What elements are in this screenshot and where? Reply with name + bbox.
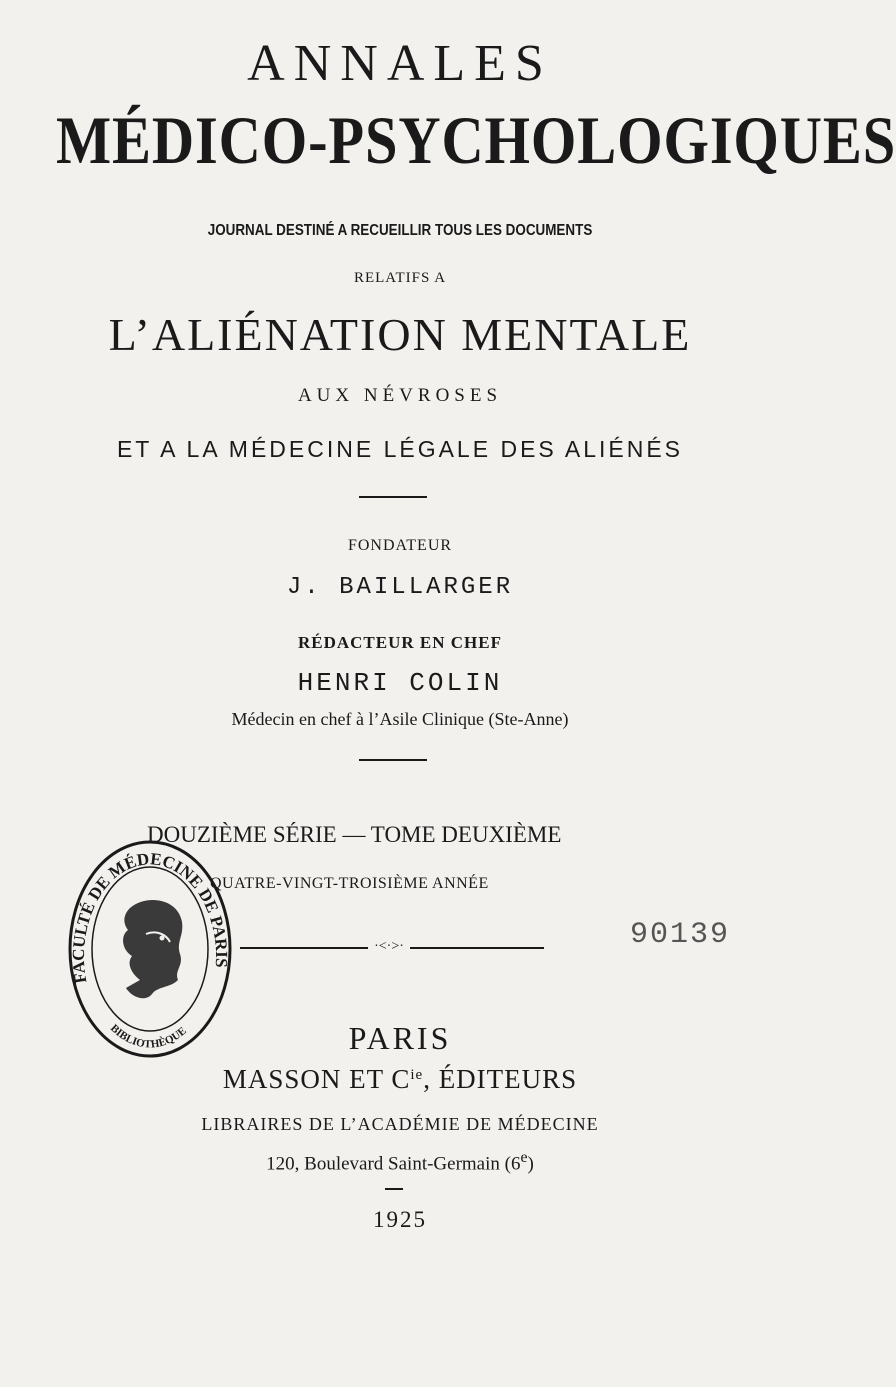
divider-rule (359, 496, 427, 498)
divider-rule (359, 759, 427, 761)
ornament-rule-right (410, 947, 544, 949)
journal-title-line1: ANNALES (247, 35, 553, 92)
stamp-bottom-text: BIBLIOTHÈQUE (107, 1022, 189, 1051)
year-label: QUATRE-VINGT-TROISIÈME ANNÉE (210, 875, 489, 892)
relatifs-text: RELATIFS A (353, 270, 447, 286)
publication-year: 1925 (373, 1207, 427, 1232)
ornamental-divider (240, 938, 544, 958)
publisher-city: PARIS (348, 1020, 452, 1056)
editor-name: HENRI COLIN (297, 668, 503, 698)
ornament-glyph: ·<·>· (374, 939, 404, 954)
short-divider (385, 1188, 403, 1190)
founder-name: J. BAILLARGER (286, 574, 514, 601)
topic-main: L’ALIÉNATION MENTALE (108, 309, 692, 360)
journal-subtitle: JOURNAL DESTINÉ A RECUEILLIR TOUS LES DOCUMENTS (207, 222, 593, 239)
publisher-name: MASSON ET $C^{ie}$, ÉDITEURS (222, 1064, 578, 1094)
editor-title: Médecin en chef à l’Asile Clinique (Ste-Anne) (231, 709, 569, 729)
journal-title-line2: MÉDICO-PSYCHOLOGIQUES (56, 102, 896, 178)
stamp-text: FACULTÉ DE MÉDECINE DE PARIS (68, 849, 232, 985)
topic-tertiary: ET A LA MÉDECINE LÉGALE DES ALIÉNÉS (116, 436, 684, 462)
publisher-libraires: LIBRAIRES DE L’ACADÉMIE DE MÉDECINE (201, 1114, 599, 1134)
editor-label: RÉDACTEUR EN CHEF (297, 633, 503, 652)
topic-secondary: AUX NÉVROSES (297, 385, 503, 406)
portrait-profile-icon (123, 900, 182, 998)
series-volume: DOUZIÈME SÉRIE — TOME DEUXIÈME (147, 822, 562, 847)
library-shelfmark: 90139 (630, 918, 731, 952)
founder-label: FONDATEUR (347, 537, 453, 554)
publisher-address: 120, Boulevard Saint-Germain (6e) (266, 1149, 534, 1175)
ornament-rule-left (240, 947, 368, 949)
